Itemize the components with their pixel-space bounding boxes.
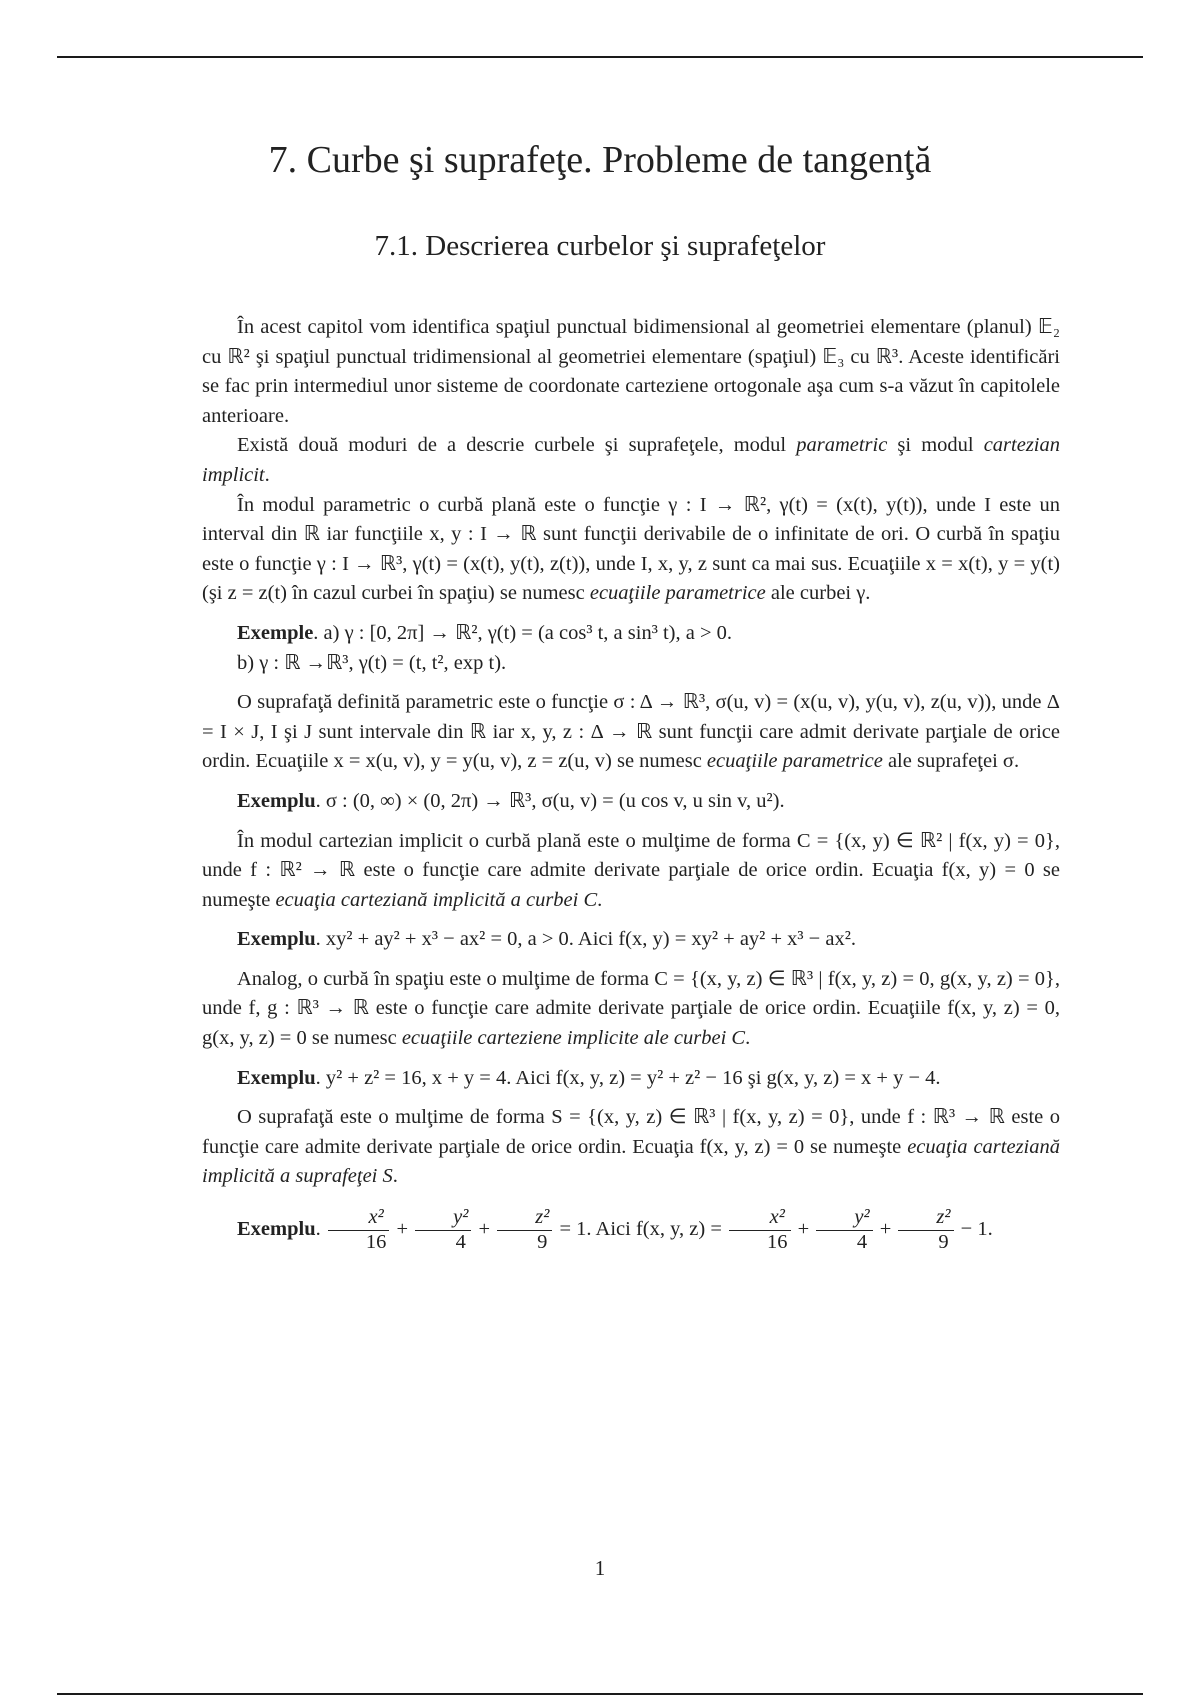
paragraph-implicit-surface xyxy=(202,1103,1060,1192)
paragraph-intro xyxy=(202,313,1060,431)
example-label: Exemplu xyxy=(237,789,316,812)
text-run: . xyxy=(392,1165,398,1188)
chapter-title: 7. Curbe şi suprafeţe. Probleme de tangenţă xyxy=(268,139,932,181)
example-label: Exemplu xyxy=(237,1217,316,1240)
term-implicit-space-curve: ecuaţiile carteziene implicite ale curbei C xyxy=(401,1027,746,1050)
paragraph-modes xyxy=(202,431,1060,490)
numerator: z² xyxy=(898,1206,953,1231)
example-label: Exemplu xyxy=(237,1066,316,1089)
plus-sign: + xyxy=(478,1217,491,1240)
example-text: = 1. Aici f(x, y, z) = xyxy=(559,1217,722,1240)
denominator: 4 xyxy=(455,1230,466,1253)
numerator: z² xyxy=(497,1206,552,1231)
numerator: x² xyxy=(328,1206,390,1231)
term-parametric: parametric xyxy=(796,434,888,457)
fraction xyxy=(328,1206,390,1254)
page-number: 1 xyxy=(594,1556,606,1580)
plus-sign: + xyxy=(396,1217,409,1240)
paragraph-implicit-curve xyxy=(202,827,1060,916)
example-text: − 1. xyxy=(960,1217,993,1240)
example-text: . σ : (0, ∞) × (0, 2π) → ℝ³, σ(u, v) = (u cos v, u sin v, u²). xyxy=(315,789,785,812)
text-run: . xyxy=(745,1027,751,1050)
text-run: O suprafaţă este o mulţime de forma S = {(x, y, z) ∈ ℝ³ | f(x, y, z) = 0}, unde f : ℝ³ → ℝ este o funcţie care admite derivate parţiale de orice ordin. Ecuaţia f(x, y, z) = 0 se numeşte xyxy=(202,1106,1060,1158)
text-run: şi modul xyxy=(887,434,984,457)
fraction xyxy=(415,1206,471,1254)
example-curves xyxy=(202,619,1060,649)
text-run: În modul parametric o curbă plană este o funcţie γ : I → ℝ², γ(t) = (x(t), y(t)), unde I este un interval din ℝ iar funcţiile x, y : I → ℝ sunt funcţii derivabile de o infinitate de ori. O curbă în spaţiu este o funcţie γ : I → ℝ³, γ(t) = (x(t), y(t), z(t)), unde I, x, y, z sunt ca mai sus. Ecuaţiile x = x(t), y = y(t) (şi z = z(t) în cazul curbei în spaţiu) se numesc xyxy=(202,493,1060,605)
term-parametric-equations: ecuaţiile parametrice xyxy=(589,582,766,605)
denominator: 16 xyxy=(365,1230,387,1253)
example-b: b) γ : ℝ →ℝ³, γ(t) = (t, t², exp t). xyxy=(237,651,507,674)
paragraph-space-curve xyxy=(202,965,1060,1054)
fraction xyxy=(729,1206,791,1254)
denominator: 4 xyxy=(856,1230,868,1253)
paragraph-parametric-curve xyxy=(202,491,1060,609)
numerator: x² xyxy=(729,1206,791,1231)
text-run: Analog, o curbă în spaţiu este o mulţime de forma C = {(x, y, z) ∈ ℝ³ | f(x, y, z) = 0, g(x, y, z) = 0}, unde f, g : ℝ³ → ℝ este o funcţie care admite derivate parţiale de orice ordin. Ecuaţiile f(x, y, z) = 0, g(x, y, z) = 0 se numesc xyxy=(202,967,1060,1050)
example-implicit-curve xyxy=(202,925,1060,955)
plus-sign: + xyxy=(879,1217,892,1240)
term-cartesian-implicit: cartezian implicit xyxy=(202,434,1060,486)
example-label: Exemple xyxy=(237,621,314,644)
text-run: În modul cartezian implicit o curbă plană este o mulţime de forma C = {(x, y) ∈ ℝ² | f(x, y) = 0}, unde f : ℝ² → ℝ este o funcţie care admite derivate parţiale de orice ordin. Ecuaţia f(x, y) = 0 se numeşte xyxy=(202,829,1060,911)
text-run: Există două moduri de a descrie curbele şi suprafeţele, modul xyxy=(237,434,797,457)
paragraph-parametric-surface xyxy=(202,688,1060,777)
top-rule xyxy=(57,56,1143,58)
body-text xyxy=(202,313,1060,1254)
section-title: 7.1. Descrierea curbelor şi suprafeţelor xyxy=(374,230,826,262)
denominator: 16 xyxy=(767,1230,788,1253)
example-space-curve xyxy=(202,1064,1060,1094)
term-parametric-equations: ecuaţiile parametrice xyxy=(706,750,883,773)
bottom-rule xyxy=(57,1693,1143,1695)
example-text: . xy² + ay² + x³ − ax² = 0, a > 0. Aici f(x, y) = xy² + ay² + x³ − ax². xyxy=(315,928,856,951)
term-implicit-surface-equation: ecuaţia carteziană implicită a suprafeţei S xyxy=(202,1135,1060,1188)
example-ellipsoid: Exemplu. $\frac{\text{x²}}{16}$ + $\frac{\text{y²}}{4}$ + $\frac{\text{z²}}{9}$ = 1. Aici f(x, y, z) = $\frac{\text{x²}}{16}$ + $\frac{\text{y²}}{4}$ + $\frac{\text{z²}}{9}$ − 1. xyxy=(237,1206,993,1253)
denominator: 9 xyxy=(938,1230,949,1253)
text-run: . xyxy=(597,888,603,911)
paragraph-intro-text: În acest capitol vom identifica spaţiul punctual bidimensional al geometriei elementare (planul) 𝔼₂ cu ℝ² şi spaţiul punctual tridimensional al geometriei elementare (spaţiul) 𝔼₃ cu ℝ³. Aceste identificări se fac prin intermediul unor sisteme de coordonate carteziene ortogonale aşa cum s-a văzut în capitolele anterioare. xyxy=(202,316,1060,427)
example-a: . a) γ : [0, 2π] → ℝ², γ(t) = (a cos³ t, a sin³ t), a > 0. xyxy=(313,621,733,644)
fraction xyxy=(497,1206,552,1254)
text-run: . xyxy=(264,463,270,486)
text-run: ale suprafeţei σ. xyxy=(882,750,1020,773)
example-text: . y² + z² = 16, x + y = 4. Aici f(x, y, z) = y² + z² − 16 şi g(x, y, z) = x + y − 4. xyxy=(315,1066,941,1089)
numerator: y² xyxy=(816,1206,872,1231)
fraction xyxy=(816,1206,872,1254)
example-curves-b xyxy=(202,649,1060,679)
numerator: y² xyxy=(415,1206,471,1231)
term-implicit-curve-equation: ecuaţia carteziană implicită a curbei C xyxy=(275,888,598,911)
text-run: O suprafaţă definită parametric este o funcţie σ : Δ → ℝ³, σ(u, v) = (x(u, v), y(u, v), z(u, v)), unde Δ = I × J, I şi J sunt intervale din ℝ iar x, y, z : Δ → ℝ sunt funcţii care admit derivate parţiale de orice ordin. Ecuaţiile x = x(u, v), y = y(u, v), z = z(u, v) se numesc xyxy=(202,691,1060,773)
fraction xyxy=(898,1206,953,1254)
plus-sign: + xyxy=(797,1217,810,1240)
example-surface xyxy=(202,787,1060,817)
text-run: ale curbei γ. xyxy=(765,582,871,605)
denominator: 9 xyxy=(537,1230,548,1253)
example-label: Exemplu xyxy=(237,928,316,951)
